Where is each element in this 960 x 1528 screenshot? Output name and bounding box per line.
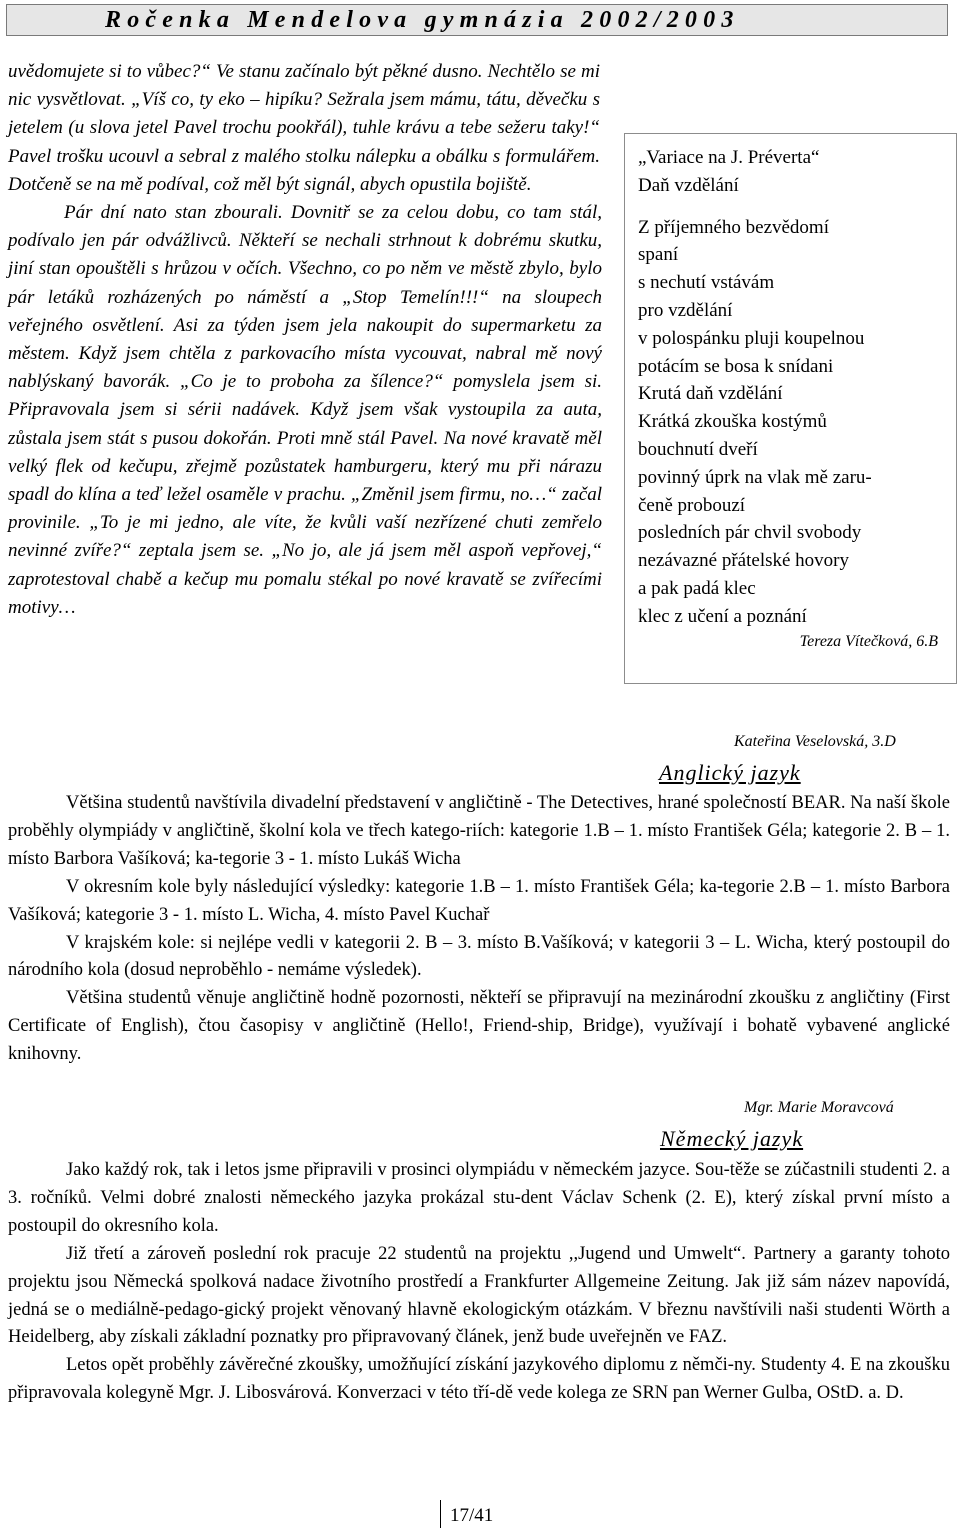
poem-author: Tereza Vítečková, 6.B (799, 632, 938, 650)
story-paragraph: Pár dní nato stan zbourali. Dovnitř se za celou dobu, co tam stál, podívalo jen pár odvážlivců. Někteří se nechali strhnout k dobrému skutku, jiní stan opouštěli s hrůzou v očích. Všechno, co po něm ve městě zbylo, bylo pár letáků rozházených po náměstí a „Stop Temelín!!!“ na sloupech veřejného osvětlení. Asi za týden jsem jela nakoupit do supermarketu za městem. Když jsem chtěla z parkovacího místa vycouvat, nabral mě nový nablýskaný bavorák. „Co je to proboha za šílence?“ pomyslela jsem si. Připravovala jsem si sérii nadávek. Když jsem však vystoupila za auta, zůstala jsem stát s pusou dokořán. Proti mně stál Pavel. Na nové kravatě měl velký flek od kečupu, zřejmě pozůstatek hamburgeru, který mu při nárazu spadl do klína a teď ležel osaměle v prachu. „Změnil jsem firmu, no…“ začal provinile. „To je mi jedno, ale víte, že kvůli vaší nezřízené chuti zemřelo nevinné zvíře?“ zeptala jsem se. „No jo, ale já jsem měl aspoň vepřovej,“ zaprotestoval chabě a kečup mu pomalu stékal po nové kravatě se zvířecími motivy… (8, 202, 602, 618)
english-paragraph: V okresním kole byly následující výsledky: kategorie 1.B – 1. místo František Géla; ka-tegorie 2.B – 1. místo Barbora Vašíková; kategorie 3 - 1. místo L. Wicha, 4. místo Pavel Kuchař (8, 876, 950, 925)
page-number: 17/41 (450, 1505, 494, 1526)
poem-line: bouchnutí dveří (638, 438, 758, 460)
poem-line: povinný úprk na vlak mě zaru- (638, 466, 872, 488)
poem-line: Z příjemného bezvědomí (638, 216, 829, 238)
poem-line: Krátká zkouška kostýmů (638, 411, 827, 433)
poem-line: a pak padá klec (638, 577, 756, 599)
english-author: Mgr. Marie Moravcová (744, 1099, 894, 1116)
poem-line: s nechutí vstávám (638, 272, 775, 294)
story-author: Kateřina Veselovská, 3.D (734, 733, 896, 750)
german-paragraph: Jako každý rok, tak i letos jsme připravili v prosinci olympiádu v německém jazyce. Sou-těže se zúčastnili studenti 2. a 3. ročníků. Velmi dobré znalosti německého jazyka prokázal stu-dent Václav Schenk (2. E), který získal první místo a postoupil do okresního kola. (8, 1160, 950, 1236)
poem-line: čeně probouzí (638, 494, 746, 516)
english-section-title: Anglický jazyk (659, 760, 801, 785)
footer-divider (440, 1500, 441, 1528)
poem-subtitle: Daň vzdělání (638, 174, 739, 196)
story-paragraph: uvědomujete si to vůbec?“ Ve stanu začínalo být pěkné dusno. Nechtělo se mi nic vysvětlovat. „Víš co, ty eko – hipíku? Sežrala jsem mámu, tátu, děvečku s jetelem (u slova jetel Pavel trochu pookřál), tuhle krávu a tebe sežeru taky!“ Pavel trošku ucouvl a sebral z malého stolku nálepku a obálku s formulářem. Dotčeně se na mě podíval, což měl být signál, abych opustila bojiště. (8, 61, 600, 195)
poem-line: klec z učení a poznání (638, 605, 807, 627)
poem-line: nezávazné přátelské hovory (638, 550, 850, 572)
poem-line: posledních pár chvil svobody (638, 522, 862, 544)
poem-gap (638, 200, 956, 214)
english-section (8, 790, 950, 1069)
header-title: Ročenka Mendelova gymnázia 2002/2003 (105, 7, 740, 33)
poem-line: potácím se bosa k snídani (638, 355, 834, 377)
poem-line: v polospánku pluji koupelnou (638, 327, 865, 349)
german-section-title: Německý jazyk (660, 1126, 804, 1151)
poem-line: pro vzdělání (638, 299, 733, 321)
english-paragraph: V krajském kole: si nejlépe vedli v kategorii 2. B – 3. místo B.Vašíková; v kategorii 3 – L. Wicha, který postoupil do národního kola (dosud neproběhlo - nemáme výsledek). (8, 932, 950, 981)
poem-box (624, 133, 957, 684)
yearbook-header (6, 4, 948, 36)
story-text (8, 58, 602, 622)
german-paragraph: Již třetí a zároveň poslední rok pracuje 22 studentů na projektu ,,Jugend und Umwelt“. Partnery a garanty tohoto projektu jsou Německá spolková nadace životního prostředí a Frankfurter Allgemeine Zeitung. Jak již sám název napovídá, jedná se o mediálně-pedago-gický projekt věnovaný hlavně ekologickým otázkám. V březnu navštívili naši studenti Wörth a Heidelberg, aby získali základní poznatky pro připravovaný článek, jenž bude uveřejněn ve FAZ. (8, 1243, 950, 1348)
poem-line: spaní (638, 244, 679, 266)
english-paragraph: Většina studentů navštívila divadelní představení v angličtině - The Detectives, hrané společností BEAR. Na naší škole proběhly olympiády v angličtině, školní kola ve třech katego-riích: kategorie 1.B – 1. místo František Géla; kategorie 2. B – 1. místo Barbora Vašíková; ka-tegorie 3 - 1. místo Lukáš Wicha (8, 793, 950, 869)
english-paragraph: Většina studentů věnuje angličtině hodně pozornosti, někteří se připravují na mezinárodní zkoušku z angličtiny (First Certificate of English), čtou časopisy v angličtině (Hello!, Friend-ship, Bridge), využívají i bohatě vybavené anglické knihovny. (8, 988, 950, 1065)
poem-line: Krutá daň vzdělání (638, 383, 783, 405)
german-section (8, 1157, 950, 1408)
german-paragraph: Letos opět proběhly závěrečné zkoušky, umožňující získání jazykového diplomu z němči-ny. Studenty 4. E na zkoušku připravovala kolegyně Mgr. J. Libosvárová. Konverzaci v této tří-dě vede kolega ze SRN pan Werner Gulba, OStD. a. D. (8, 1355, 950, 1404)
poem-title: „Variace na J. Préverta“ (638, 147, 820, 168)
